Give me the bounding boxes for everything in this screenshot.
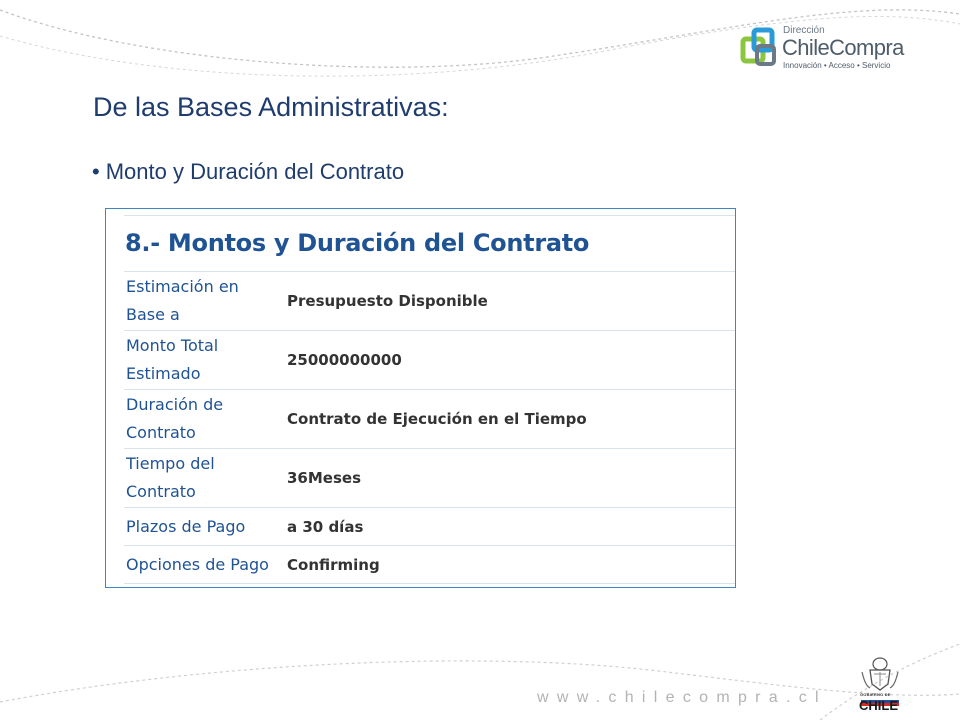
row-label-line: Base a [126, 305, 180, 324]
row-label [124, 449, 287, 508]
footer-url: www.chilecompra.cl [537, 689, 827, 706]
row-label-line: Estimación en [126, 277, 239, 296]
row-label-line: Tiempo del [126, 454, 215, 473]
table-row [124, 449, 735, 508]
bullet-text: Monto y Duración del Contrato [105, 159, 405, 184]
row-label-line: Duración de [126, 395, 224, 414]
panel-top-rule [124, 215, 735, 216]
gov-small-text: GOBIERNO DE [860, 692, 891, 697]
row-value: Confirming [287, 546, 735, 584]
panel-heading: 8.- Montos y Duración del Contrato [125, 229, 590, 257]
row-value: Contrato de Ejecución en el Tiempo [287, 390, 735, 449]
contract-panel-screenshot [105, 208, 736, 588]
row-value: Presupuesto Disponible [287, 272, 735, 331]
row-label-line: Contrato [126, 423, 196, 442]
row-label-line: Opciones de Pago [126, 554, 269, 574]
row-label-line: Contrato [126, 482, 196, 501]
contract-details-table [124, 271, 735, 584]
bullet-item [92, 159, 404, 185]
gov-title-text: CHILE [859, 698, 898, 713]
row-value: a 30 días [287, 508, 735, 546]
table-row [124, 508, 735, 546]
row-label-line: Monto Total [126, 336, 219, 355]
chilecompra-logo [740, 24, 930, 80]
logo-small-text: Dirección [783, 25, 825, 36]
logo-main-text: ChileCompra [782, 35, 904, 60]
table-row [124, 272, 735, 331]
row-value: 36Meses [287, 449, 735, 508]
row-label [124, 272, 287, 331]
row-label [124, 390, 287, 449]
row-value: 25000000000 [287, 331, 735, 390]
row-label [124, 508, 287, 546]
table-row [124, 331, 735, 390]
bullet-icon: • [92, 159, 100, 184]
table-row [124, 390, 735, 449]
row-label-line: Estimado [126, 364, 201, 383]
table-row [124, 546, 735, 584]
row-label-line: Plazos de Pago [126, 516, 246, 536]
chilecompra-logo-icon [740, 26, 782, 72]
slide-title: De las Bases Administrativas: [93, 92, 449, 122]
row-label [124, 546, 287, 584]
logo-tagline: Innovación • Acceso • Servicio [783, 61, 891, 70]
row-label [124, 331, 287, 390]
